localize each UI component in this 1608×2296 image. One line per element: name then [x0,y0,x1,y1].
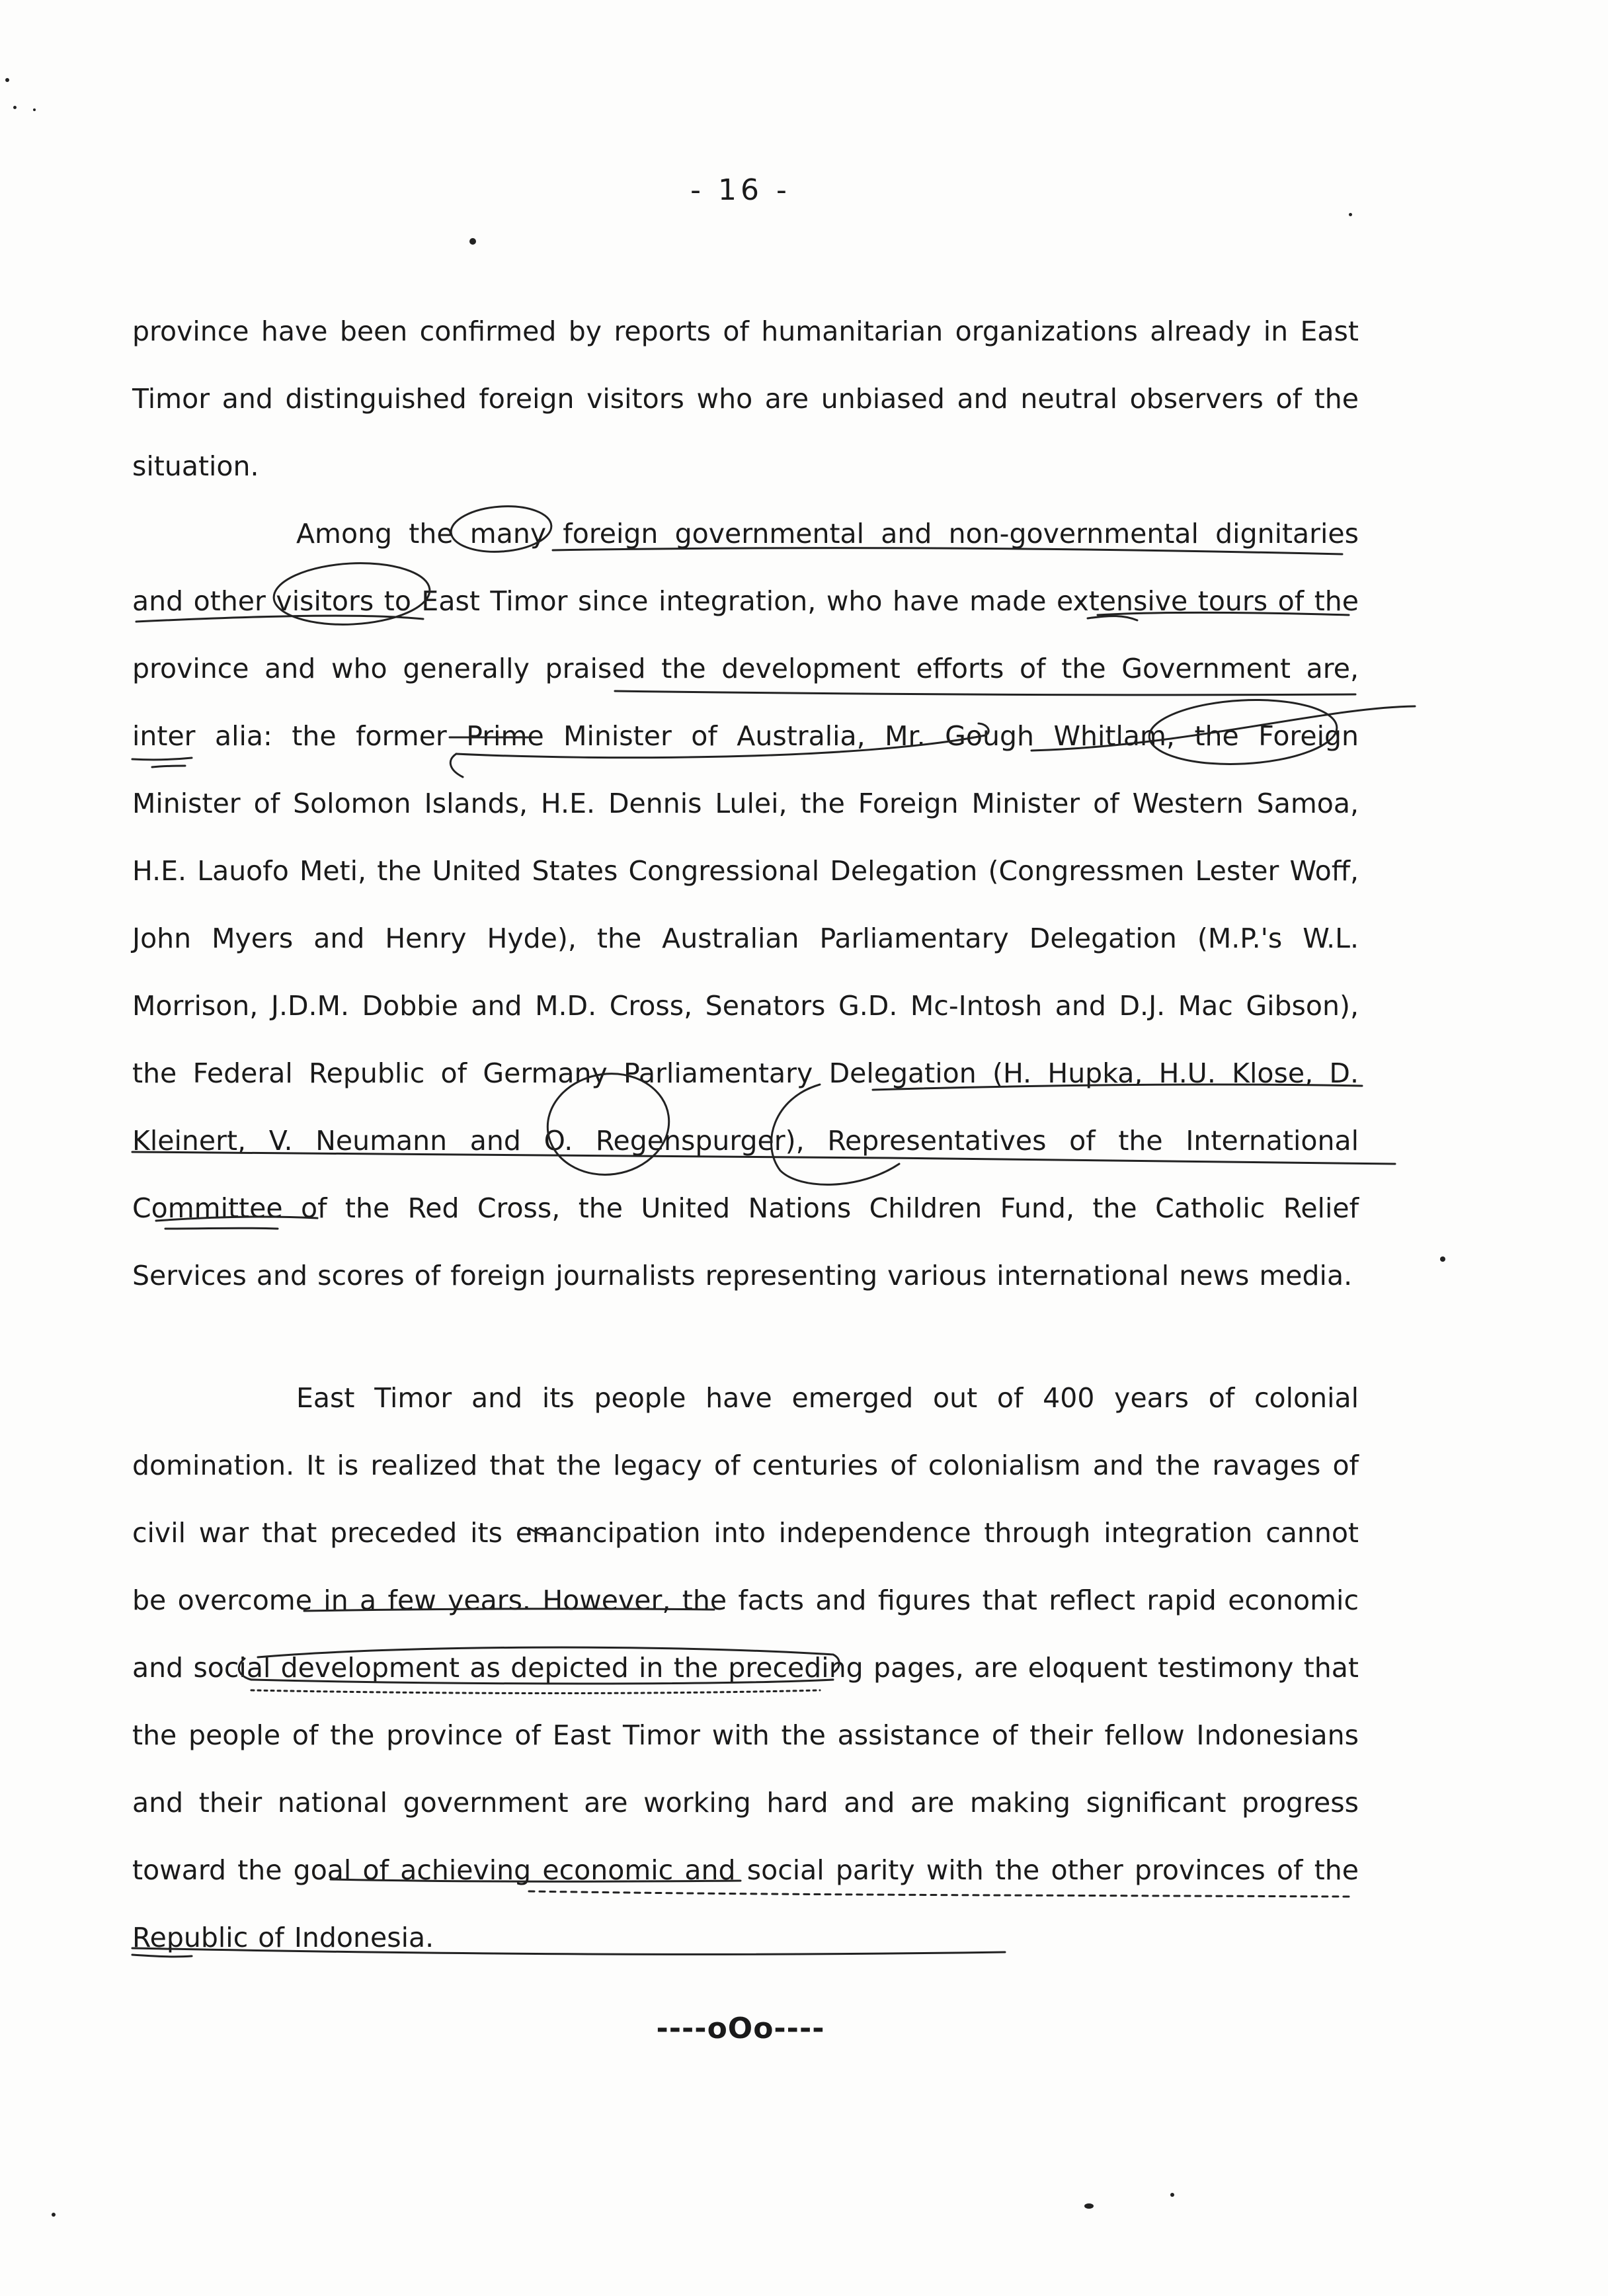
scan-speck [469,238,476,245]
scan-speck [33,108,36,111]
page-number: - 16 - [690,173,791,207]
paragraph-continuation [132,298,1359,500]
scan-speck [1440,1256,1445,1262]
paragraph-conclusion [132,1364,1359,1971]
end-separator: ----oOo---- [656,2012,825,2045]
paragraph-1: province have been confirmed by reports of humanitarian organizations already in East Timor and distinguished foreign visitors who are unbiased and neutral observers of the situation. [132,315,1359,482]
paragraph-2: Among the many foreign governmental and non-governmental dignitaries and other visitors to East Timor since integration, who have made extensive tours of the province and who generally praised the development efforts of the Government are, inter alia: the former Prime Minister of Australia, Mr. Gough Whitlam, the Foreign Minister of Solomon Islands, H.E. Dennis Lulei, the Foreign Minister of Western Samoa, H.E. Lauofo Meti, the United States Congressional Delegation (Congressmen Lester Woff, John Myers and Henry Hyde), the Australian Parliamentary Delegation (M.P.'s W.L. Morrison, J.D.M. Dobbie and M.D. Cross, Senators G.D. Mc-Intosh and D.J. Mac Gibson), the Federal Republic of Germany Parliamentary Delegation (H. Hupka, H.U. Klose, D. Kleinert, V. Neumann and O. Regenspurger), Representatives of the International Committee of the Red Cross, the United Nations Children Fund, the Catholic Relief Services and scores of foreign journalists representing various international news media. [132,518,1359,1292]
scan-speck [1170,2193,1174,2197]
paragraph-3: East Timor and its people have emerged out of 400 years of colonial domination. It is realized that the legacy of centuries of colonialism and the ravages of civil war that preceded its emancipation into independence through integration cannot be overcome in a few years. However, the facts and figures that reflect rapid economic and social development as depicted in the preceding pages, are eloquent testimony that the people of the province of East Timor with the assistance of their fellow Indonesians and their national government are working hard and are making significant progress toward the goal of achieving economic and social parity with the other provinces of the Republic of Indonesia. [132,1382,1359,1953]
scan-speck [1084,2203,1094,2209]
scan-speck [1349,213,1352,216]
scan-speck [13,106,17,109]
scan-speck [5,78,9,82]
scan-speck [52,2213,56,2217]
paragraph-dignitaries [132,500,1359,1309]
